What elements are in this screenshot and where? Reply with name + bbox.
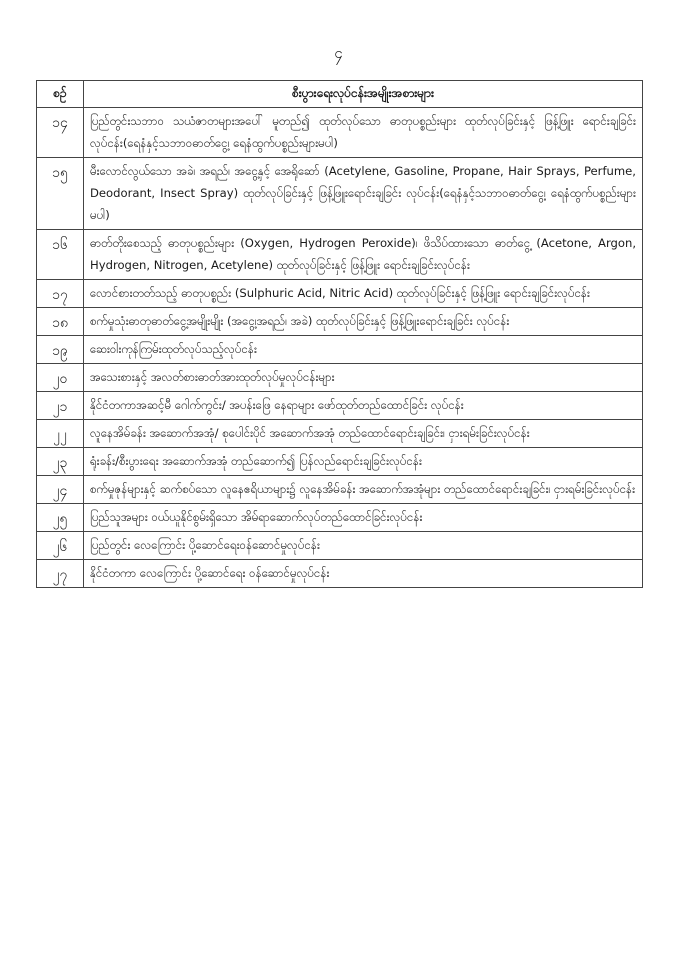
table-row xyxy=(37,108,643,158)
row-number: ၂၅ xyxy=(37,504,84,532)
row-description: စက်မှုသုံးဓာတုဓာတ်ငွေ့အမျိုးမျိုး (အငွေ့၊အရည်၊ အခဲ) ထုတ်လုပ်ခြင်းနှင့် ဖြန့်ဖြူးရောင်းချခြင်း လုပ်ငန်း xyxy=(84,308,643,336)
header-serial-number: စဉ် xyxy=(37,81,84,108)
table-row xyxy=(37,504,643,532)
row-number: ၂၆ xyxy=(37,532,84,560)
row-description: ပြည်သူအများ ဝယ်ယူနိုင်စွမ်းရှိသော အိမ်ရာဆောက်လုပ်တည်ထောင်ခြင်းလုပ်ငန်း xyxy=(84,504,643,532)
table-row xyxy=(37,364,643,392)
row-description: ဆေးဝါးကုန်ကြမ်းထုတ်လုပ်သည့်လုပ်ငန်း xyxy=(84,336,643,364)
row-number: ၂၁ xyxy=(37,392,84,420)
table-row xyxy=(37,230,643,280)
table-row xyxy=(37,560,643,588)
table-row xyxy=(37,420,643,448)
row-description: လူနေအိမ်ခန်း အဆောက်အအုံ/ စုပေါင်းပိုင် အဆောက်အအုံ တည်ထောင်ရောင်းချခြင်း၊ ငှားရမ်းခြင်းလုပ်ငန်း xyxy=(84,420,643,448)
table-row xyxy=(37,336,643,364)
row-number: ၂၂ xyxy=(37,420,84,448)
row-number: ၁၈ xyxy=(37,308,84,336)
row-description: နိုင်ငံတကာ လေကြောင်း ပို့ဆောင်ရေး ဝန်ဆောင်မှုလုပ်ငန်း xyxy=(84,560,643,588)
row-description: အသေးစားနှင့် အလတ်စားဓာတ်အားထုတ်လုပ်မှုလုပ်ငန်းများ xyxy=(84,364,643,392)
row-number: ၁၄ xyxy=(37,108,84,158)
table-row xyxy=(37,280,643,308)
row-description: စက်မှုဇုန်များနှင့် ဆက်စပ်သော လူနေဧရိယာများ၌ လူနေအိမ်ခန်း အဆောက်အအုံများ တည်ထောင်ရောင်းချခြင်း၊ ငှားရမ်းခြင်းလုပ်ငန်း xyxy=(84,476,643,504)
row-number: ၂၄ xyxy=(37,476,84,504)
table-row xyxy=(37,448,643,476)
row-description: မီးလောင်လွယ်သော အခဲ၊ အရည်၊ အငွေ့နှင့် အေရိုဆော် (Acetylene, Gasoline, Propane, Hair Sprays, Perfume, Deodorant, Insect Spray) ထုတ်လုပ်ခြင်းနှင့် ဖြန့်ဖြူးရောင်းချခြင်း လုပ်ငန်း(ရေနံနှင့်သဘာဝဓာတ်ငွေ့၊ ရေနံထွက်ပစ္စည်းများ မပါ) xyxy=(84,158,643,230)
table-row xyxy=(37,392,643,420)
row-number: ၂၇ xyxy=(37,560,84,588)
table-row xyxy=(37,532,643,560)
table-row xyxy=(37,158,643,230)
row-number: ၁၉ xyxy=(37,336,84,364)
page-number: ၄ xyxy=(334,44,344,62)
row-description: လောင်စားတတ်သည့် ဓာတုပစ္စည်း (Sulphuric Acid, Nitric Acid) ထုတ်လုပ်ခြင်းနှင့် ဖြန့်ဖြူး ရောင်းချခြင်းလုပ်ငန်း xyxy=(84,280,643,308)
row-number: ၂၀ xyxy=(37,364,84,392)
table-row xyxy=(37,476,643,504)
row-number: ၁၆ xyxy=(37,230,84,280)
row-description: ပြည်တွင်း လေကြောင်း ပို့ဆောင်ရေးဝန်ဆောင်မှုလုပ်ငန်း xyxy=(84,532,643,560)
table-header-row xyxy=(37,81,643,108)
row-description: ရုံးခန်း/စီးပွားရေး အဆောက်အအုံ တည်ဆောက်၍ ပြန်လည်ရောင်းချခြင်းလုပ်ငန်း xyxy=(84,448,643,476)
row-number: ၁၅ xyxy=(37,158,84,230)
row-description: နိုင်ငံတကာအဆင့်မီ ဂေါက်ကွင်း/ အပန်းဖြေ နေရာများ ဖော်ထုတ်တည်ထောင်ခြင်း လုပ်ငန်း xyxy=(84,392,643,420)
header-business-type: စီးပွားရေးလုပ်ငန်းအမျိုးအစားများ xyxy=(84,81,643,108)
table-row xyxy=(37,308,643,336)
row-number: ၂၃ xyxy=(37,448,84,476)
row-description: ပြည်တွင်းသဘာဝ သယံဇာတများအပေါ် မူတည်၍ ထုတ်လုပ်သော ဓာတုပစ္စည်းများ ထုတ်လုပ်ခြင်းနှင့် ဖြန့်ဖြူး ရောင်းချခြင်းလုပ်ငန်း(ရေနံနှင့်သဘာဝဓာတ်ငွေ့၊ ရေနံထွက်ပစ္စည်းများမပါ) xyxy=(84,108,643,158)
business-activities-table xyxy=(36,80,643,588)
row-number: ၁၇ xyxy=(37,280,84,308)
row-description: ဓာတ်တိုးစေသည့် ဓာတုပစ္စည်းများ (Oxygen, Hydrogen Peroxide)၊ ဖိသိပ်ထားသော ဓာတ်ငွေ့ (Acetone, Argon, Hydrogen, Nitrogen, Acetylene) ထုတ်လုပ်ခြင်းနှင့် ဖြန့်ဖြူး ရောင်းချခြင်းလုပ်ငန်း xyxy=(84,230,643,280)
